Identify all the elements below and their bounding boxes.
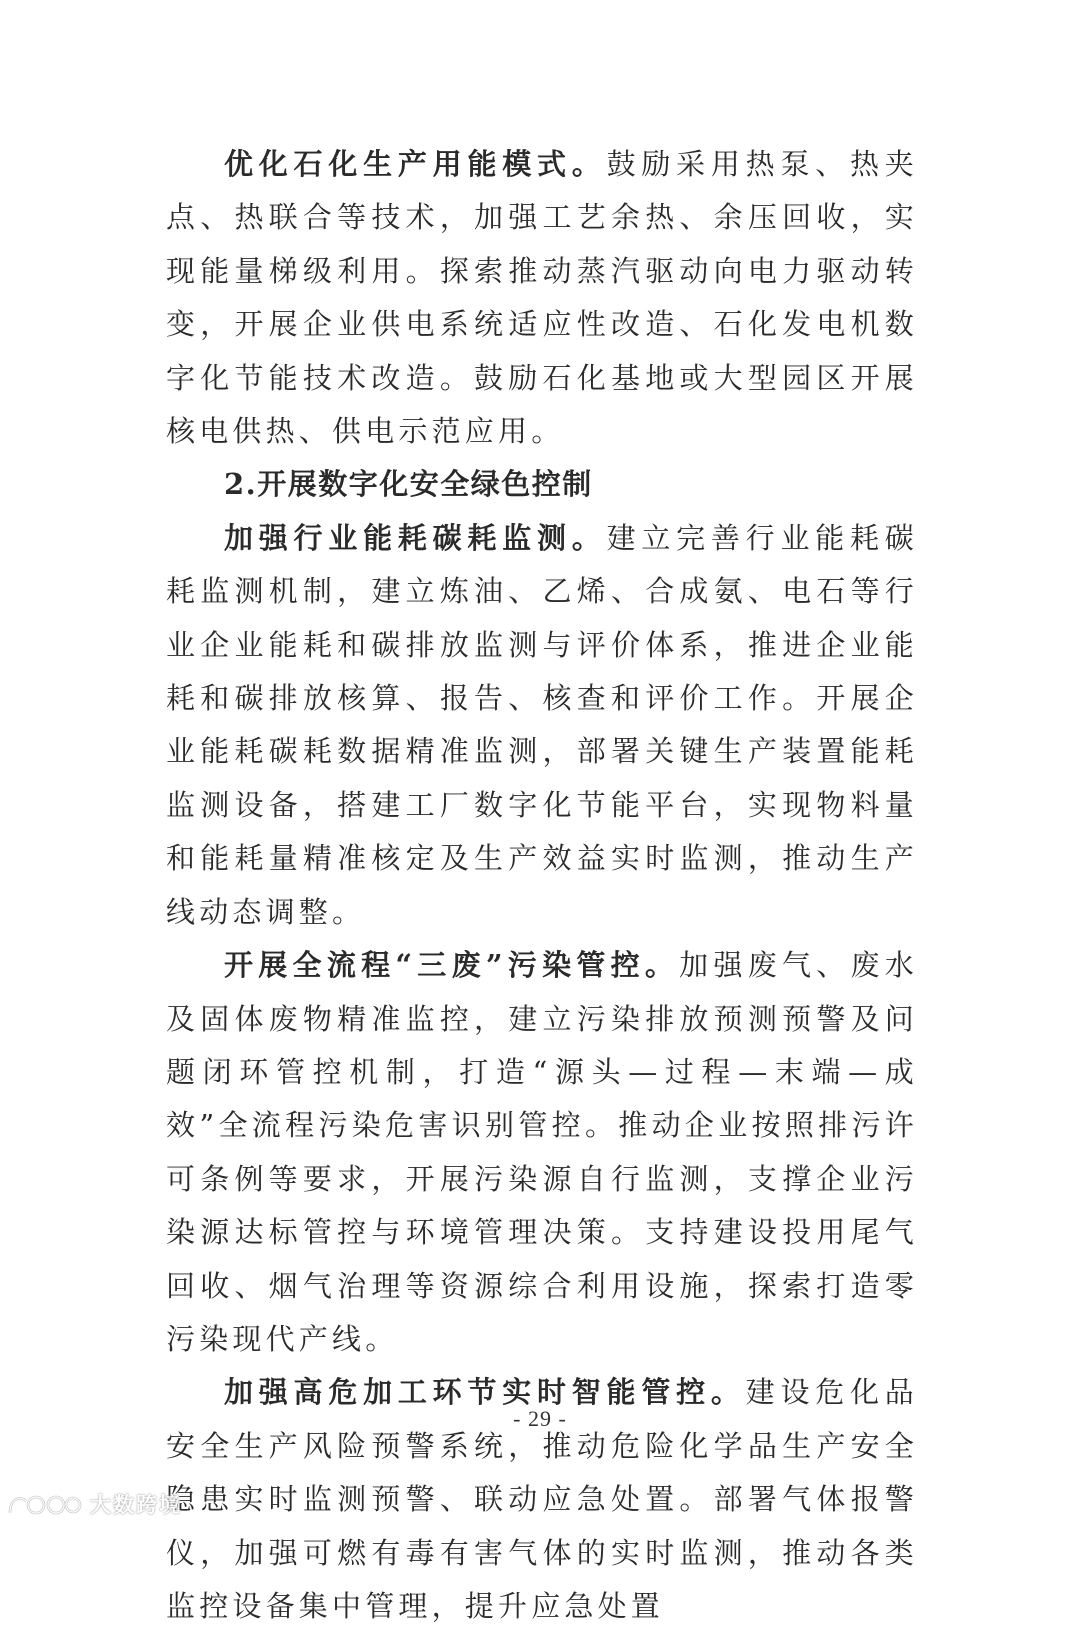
page-number: - 29 -: [513, 1406, 567, 1431]
paragraph-lead: 加强高危加工环节实时智能管控。: [224, 1375, 746, 1410]
paragraph-pollution-control: [166, 939, 918, 1366]
paragraph-lead: 加强行业能耗碳耗监测。: [224, 520, 607, 555]
paragraph-body: 建立完善行业能耗碳耗监测机制，建立炼油、乙烯、合成氨、电石等行业企业能耗和碳排放监测与评价体系，推进企业能耗和碳排放核算、报告、核查和评价工作。开展企业能耗碳耗数据精准监测，部署关键生产装置能耗监测设备，搭建工厂数字化节能平台，实现物料量和能耗量精准核定及生产效益实时监测，推动生产线动态调整。: [166, 520, 918, 929]
paragraph-body: 鼓励采用热泵、热夹点、热联合等技术，加强工艺余热、余压回收，实现能量梯级利用。探索推动蒸汽驱动向电力驱动转变，开展企业供电系统适应性改造、石化发电机数字化节能技术改造。鼓励石化基地或大型园区开展核电供热、供电示范应用。: [166, 147, 918, 449]
paragraph-lead: 开展全流程“三废”污染管控。: [224, 948, 680, 983]
watermark-logo-icon: [6, 1491, 84, 1517]
paragraph-body: 建设危化品安全生产风险预警系统，推动危险化学品生产安全隐患实时监测预警、联动应急处置。部署气体报警仪，加强可燃有毒有害气体的实时监测，推动各类监控设备集中管理，提升应急处置: [166, 1375, 918, 1623]
paragraph-energy-monitoring: [166, 512, 918, 939]
paragraph-lead: 优化石化生产用能模式。: [224, 147, 607, 181]
watermark-text: 大数跨境: [90, 1493, 182, 1517]
paragraph-energy-mode: [166, 138, 918, 458]
section-heading: 2.开展数字化安全绿色控制: [224, 467, 593, 502]
paragraph-body: 加强废气、废水及固体废物精准监控，建立污染排放预测预警及问题闭环管控机制，打造“源头—过程—末端—成效”全流程污染危害识别管控。推动企业按照排污许可条例等要求，开展污染源自行监测，支撑企业污染源达标管控与环境管理决策。支持建设投用尾气回收、烟气治理等资源综合利用设施，探索打造零污染现代产线。: [166, 948, 918, 1356]
watermark: [6, 1488, 182, 1520]
